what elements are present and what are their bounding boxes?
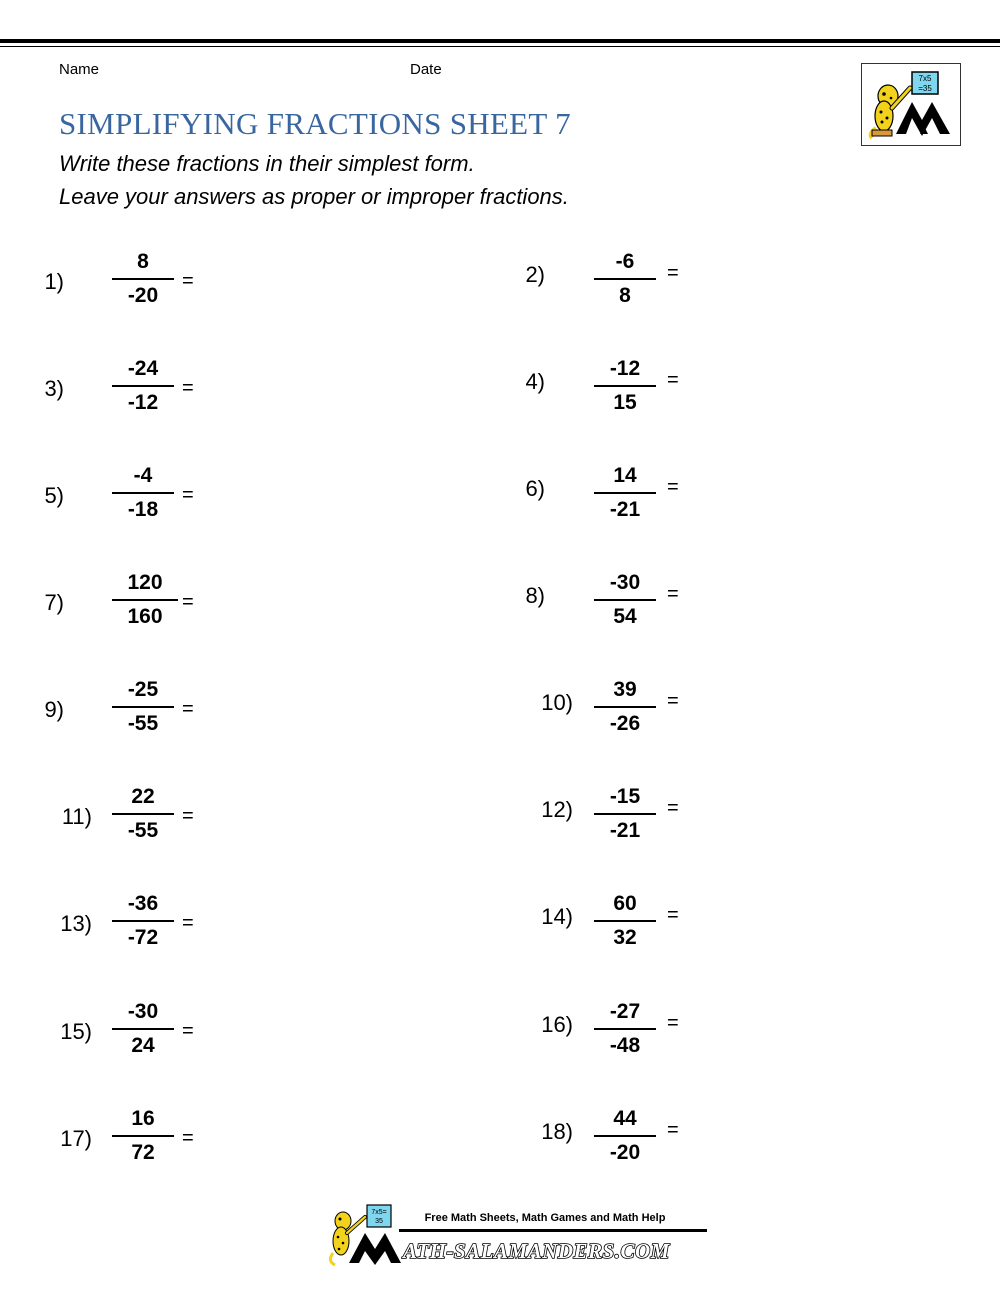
numerator: -27 <box>609 1000 641 1023</box>
problem-5 <box>36 462 296 532</box>
header-rule-thin <box>0 46 1000 47</box>
equals-sign: = <box>182 377 194 399</box>
problem-number: 12) <box>541 797 573 822</box>
fraction <box>594 569 656 631</box>
fraction-bar <box>594 1135 656 1137</box>
numerator: 60 <box>613 892 637 915</box>
problem-number: 14) <box>541 904 573 929</box>
denominator: 8 <box>619 284 631 307</box>
denominator: 24 <box>131 1034 155 1057</box>
numerator: -30 <box>609 571 641 594</box>
numerator: 44 <box>613 1107 637 1130</box>
page-title: SIMPLIFYING FRACTIONS SHEET 7 <box>59 106 571 141</box>
problem-number: 18) <box>541 1119 573 1144</box>
problem-number: 6) <box>525 476 545 501</box>
problem-18 <box>517 1105 777 1175</box>
fraction-bar <box>594 385 656 387</box>
problem-number: 2) <box>525 262 545 287</box>
instruction-line-2: Leave your answers as proper or improper fractions. <box>59 184 569 209</box>
denominator: 32 <box>613 926 637 949</box>
denominator: -55 <box>127 712 159 735</box>
denominator: -12 <box>127 391 159 414</box>
fraction <box>112 355 174 417</box>
fraction <box>112 676 174 738</box>
denominator: -21 <box>609 498 641 521</box>
denominator: -21 <box>609 819 641 842</box>
equals-sign: = <box>667 904 679 926</box>
equals-sign: = <box>182 270 194 292</box>
equals-sign: = <box>182 484 194 506</box>
equals-sign: = <box>667 690 679 712</box>
equals-sign: = <box>182 805 194 827</box>
problem-number: 11) <box>61 804 92 829</box>
problem-10 <box>517 676 777 746</box>
problem-number: 3) <box>44 376 64 401</box>
fraction <box>112 890 174 952</box>
denominator: 72 <box>131 1141 155 1164</box>
fraction-bar <box>112 492 174 494</box>
fraction-bar <box>112 599 178 601</box>
fraction <box>594 783 656 845</box>
numerator: -25 <box>127 678 159 701</box>
footer-badge-line2: 35 <box>375 1218 383 1225</box>
equals-sign: = <box>182 1127 194 1149</box>
problem-7 <box>36 569 296 639</box>
problem-9 <box>36 676 296 746</box>
fraction <box>594 355 656 417</box>
fraction-bar <box>112 278 174 280</box>
equals-sign: = <box>182 698 194 720</box>
numerator: -36 <box>127 892 159 915</box>
problem-number: 5) <box>44 483 64 508</box>
equals-sign: = <box>667 1119 679 1141</box>
fraction-bar <box>112 1135 174 1137</box>
fraction <box>594 998 656 1060</box>
problem-3 <box>36 355 296 425</box>
problem-number: 8) <box>525 583 545 608</box>
equals-sign: = <box>667 369 679 391</box>
problem-11 <box>36 783 296 853</box>
equals-sign: = <box>667 583 679 605</box>
problem-number: 16) <box>541 1012 573 1037</box>
problem-14 <box>517 890 777 960</box>
numerator: -12 <box>609 357 641 380</box>
fraction-bar <box>594 813 656 815</box>
numerator: -15 <box>609 785 641 808</box>
numerator: 16 <box>131 1107 155 1130</box>
problem-1 <box>36 248 296 318</box>
fraction <box>594 1105 656 1167</box>
name-label: Name <box>59 61 100 78</box>
problem-number: 13) <box>60 911 92 936</box>
problem-number: 17) <box>60 1126 92 1151</box>
footer-logo <box>325 1203 710 1269</box>
problem-15 <box>36 998 296 1068</box>
fraction-bar <box>594 920 656 922</box>
equals-sign: = <box>182 912 194 934</box>
denominator: 54 <box>613 605 637 628</box>
problem-number: 9) <box>44 697 64 722</box>
fraction-bar <box>594 492 656 494</box>
fraction-bar <box>112 813 174 815</box>
numerator: 22 <box>131 785 155 808</box>
problem-17 <box>36 1105 296 1175</box>
fraction <box>112 1105 174 1167</box>
denominator: -18 <box>127 498 159 521</box>
salamander-logo-icon <box>862 64 960 145</box>
fraction-bar <box>594 599 656 601</box>
denominator: 15 <box>613 391 637 414</box>
fraction <box>112 569 178 631</box>
numerator: 120 <box>127 571 163 594</box>
numerator: 39 <box>613 678 637 701</box>
problem-12 <box>517 783 777 853</box>
footer-badge-line1: 7x5= <box>371 1209 387 1216</box>
problem-number: 15) <box>60 1019 92 1044</box>
numerator: 8 <box>137 250 149 273</box>
instruction-line-1: Write these fractions in their simplest form. <box>59 151 475 176</box>
fraction-bar <box>594 278 656 280</box>
problem-number: 10) <box>541 690 573 715</box>
fraction <box>112 783 174 845</box>
numerator: -6 <box>615 250 635 273</box>
numerator: -30 <box>127 1000 159 1023</box>
equals-sign: = <box>667 262 679 284</box>
denominator: -72 <box>127 926 159 949</box>
logo-badge-line2: =35 <box>918 84 932 93</box>
fraction-bar <box>112 920 174 922</box>
equals-sign: = <box>667 1012 679 1034</box>
header-rule-thick <box>0 39 1000 43</box>
equals-sign: = <box>667 476 679 498</box>
fraction-bar <box>112 706 174 708</box>
problem-number: 1) <box>44 269 64 294</box>
fraction-bar <box>594 706 656 708</box>
fraction <box>594 890 656 952</box>
problem-16 <box>517 998 777 1068</box>
problem-4 <box>517 355 777 425</box>
fraction <box>594 676 656 738</box>
fraction <box>594 462 656 524</box>
problem-13 <box>36 890 296 960</box>
date-label: Date <box>410 61 442 78</box>
denominator: -20 <box>609 1141 641 1164</box>
footer-site-name: ATH-SALAMANDERS.COM <box>403 1239 670 1263</box>
numerator: 14 <box>613 464 637 487</box>
fraction <box>112 462 174 524</box>
fraction <box>112 248 174 310</box>
numerator: -24 <box>127 357 159 380</box>
problem-number: 4) <box>525 369 545 394</box>
fraction <box>594 248 656 310</box>
problem-6 <box>517 462 777 532</box>
fraction-bar <box>112 1028 174 1030</box>
equals-sign: = <box>182 1020 194 1042</box>
equals-sign: = <box>182 591 194 613</box>
problem-number: 7) <box>44 590 64 615</box>
equals-sign: = <box>667 797 679 819</box>
salamander-footer-icon <box>325 1203 710 1269</box>
numerator: -4 <box>133 464 153 487</box>
denominator: -26 <box>609 712 641 735</box>
fraction <box>112 998 174 1060</box>
denominator: -48 <box>609 1034 641 1057</box>
fraction-bar <box>112 385 174 387</box>
denominator: -55 <box>127 819 159 842</box>
salamander-logo <box>861 63 961 146</box>
denominator: -20 <box>127 284 159 307</box>
problem-2 <box>517 248 777 318</box>
denominator: 160 <box>127 605 163 628</box>
problem-8 <box>517 569 777 639</box>
fraction-bar <box>594 1028 656 1030</box>
footer-tagline: Free Math Sheets, Math Games and Math Help <box>424 1212 666 1224</box>
logo-badge-line1: 7x5 <box>918 74 932 83</box>
